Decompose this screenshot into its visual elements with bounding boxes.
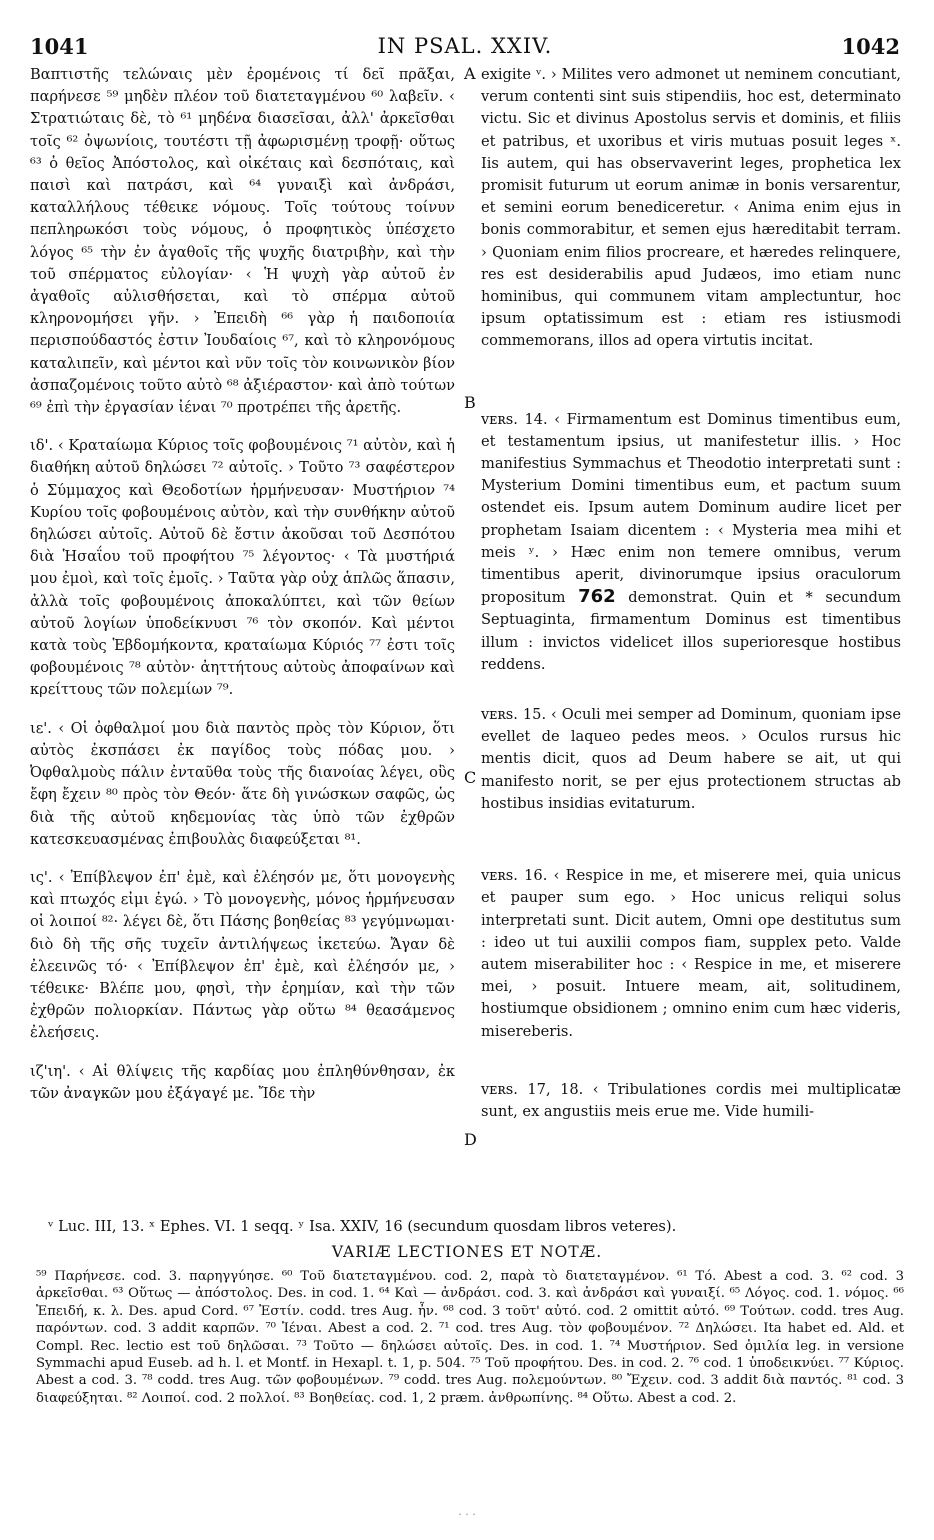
page-number-left: 1041 [30, 34, 89, 59]
latin-paragraph [481, 409, 901, 676]
greek-paragraph: ιε'. ‹ Οἱ ὀφθαλμοί μου διὰ παντὸς πρὸς τὸν Κύριον, ὅτι αὐτὸς ἐκσπάσει ἐκ παγίδος τοὺς πόδας μου. › Ὀφθαλμοὺς πάλιν ἐνταῦθα τοὺς τῆς διανοίας λέγει, οὓς ἔφη ἔχειν ⁸⁰ πρὸς τὸν Θεόν· ἅτε δὴ γινώσκων σαφῶς, ὡς διὰ τῆς αὐτοῦ κηδεμονίας τὰς ὑπὸ τῶν ἐχθρῶν κατεσκευασμένας ἐπιβουλὰς διαφεύξεται ⁸¹. [30, 719, 455, 848]
latin-paragraph: ᴠᴇʀs. 17, 18. ‹ Tribulationes cordis mei multiplicatæ sunt, ex angustiis meis erue me. Vide humili- [481, 1080, 901, 1120]
latin-text: ᴠᴇʀs. 14. ‹ Firmamentum est Dominus timentibus eum, et testamentum ipsius, ut manifestetur illis. › Hoc manifestius Symmachus et Theodotio interpretati sunt : Mysterium Domini timentibus eum, et pactum suum ostendet eis. Ipsum autem Dominum audire licet per prophetam Isaiam dicentem : ‹ Mysteria mea mihi et meis ʸ. › Hæc enim non temere omnibus, verum timentibus aperit, divinorumque ipsius oraculorum propositum [481, 410, 901, 607]
latin-paragraph: exigite ᵛ. › Milites vero admonet ut neminem concutiant, verum contenti sint suis stipendiis, hoc est, determinato victu. Sic et divinus Apostolus servis et dominis, et filiis et patribus, et uxoribus et viris mutuas posuit leges ˣ. Iis autem, qui has observaverint leges, prophetica lex promisit futurum ut eorum animæ in bonis versarentur, et semini eorum benediceretur. ‹ Anima enim ejus in bonis commorabitur, et semen ejus hæreditabit terram. › Quoniam enim filios procreare, et hæredes relinquere, res est desiderabilis apud Judæos, imo etiam nunc hominibus, qui communem vitam amplectuntur, hoc ipsum optatissimum est : etiam res istiusmodi commemorans, illos ad opera virtutis incitat. [481, 66, 901, 350]
scripture-references: ᵛ Luc. III, 13. ˣ Ephes. VI. 1 seqq. ʸ Isa. XXIV, 16 (secundum quosdam libros veteres). [48, 1218, 677, 1235]
page-number-right: 1042 [841, 34, 900, 59]
page-title: IN PSAL. XXIV. [377, 34, 553, 58]
column-number: 762 [578, 586, 616, 608]
margin-marker-a: A [464, 64, 476, 83]
variae-lectiones-heading: VARIÆ LECTIONES ET NOTÆ. [331, 1243, 603, 1261]
printer-signature: · · · [458, 1508, 476, 1521]
margin-marker-c: C [464, 768, 477, 787]
greek-paragraph: ις'. ‹ Ἐπίβλεψον ἐπ' ἐμὲ, καὶ ἐλέησόν με, ὅτι μονογενὴς καὶ πτωχός εἰμι ἐγώ. › Τὸ μονογενὴς, μόνος ἡρμήνευσαν οἱ λοιποί ⁸²· λέγει δὲ, ὅτι Πάσης βοηθείας ⁸³ γεγύμνωμαι· διὸ δὴ τῆς σῆς τυχεῖν ἀντιλήψεως ἱκετεύω. Ἄγαν δὲ ἐλεεινῶς τό· ‹ Ἐπίβλεψον ἐπ' ἐμὲ, καὶ ἐλέησόν με, › τέθεικε· Βλέπε μου, φησὶ, τὴν ἐρημίαν, καὶ τὴν τῶν ἐχθρῶν πολιορκίαν. Πάντως γὰρ οὕτω ⁸⁴ θεασάμενος ἐλεήσεις. [30, 868, 455, 1042]
latin-paragraph: ᴠᴇʀs. 15. ‹ Oculi mei semper ad Dominum, quoniam ipse evellet de laqueo pedes meos. › Oculos rursus hic mentis dicit, quos ad Deum habere se ait, ut qui manifesto norit, se per ejus protectionem structas ab hostibus insidias evitaturum. [481, 706, 901, 812]
latin-text: demonstrat. Quin et * secundum Septuaginta, firmamentum Dominus est timentibus illum : invictos videlicet illos superioresque hostibus reddens. [481, 589, 902, 673]
greek-paragraph: ιδ'. ‹ Κραταίωμα Κύριος τοῖς φοβουμένοις ⁷¹ αὐτὸν, καὶ ἡ διαθήκη αὐτοῦ δηλώσει ⁷² αὐτοῖς. › Τοῦτο ⁷³ σαφέστερον ὁ Σύμμαχος καὶ Θεοδοτίων ἡρμήνευσαν· Μυστήριον ⁷⁴ Κυρίου τοῖς φοβουμένοις αὐτὸν, καὶ τὴν συνθήκην αὐτοῦ δηλώσει αὐτοῖς. Αὐτοῦ δὲ ἔστιν ἀκοῦσαι τοῦ Δεσπότου διὰ Ἡσαΐου τοῦ προφήτου ⁷⁵ λέγοντος· ‹ Τὰ μυστήριά μου ἐμοὶ, καὶ τοῖς ἐμοῖς. › Ταῦτα γὰρ οὐχ ἁπλῶς ἅπασιν, ἀλλὰ τοῖς φοβουμένοις ἀποκαλύπτει, καὶ τῶν θείων αὐτοῦ λογίων ὑποδείκνυσι ⁷⁶ τὸν σκοπόν. Καὶ μέντοι κατὰ τοὺς Ἑβδομήκοντα, κραταίωμα Κύριός ⁷⁷ ἐστι τοῖς φοβουμένοις ⁷⁸ αὐτὸν· ἀηττήτους αὐτοὺς ἀποφαίνων καὶ κρείττους τῶν πολεμίων ⁷⁹. [30, 437, 455, 699]
running-header [30, 34, 900, 60]
margin-marker-b: B [464, 393, 476, 412]
latin-paragraph: ᴠᴇʀs. 16. ‹ Respice in me, et miserere mei, quia unicus et pauper sum ego. › Hoc unicus reliqui solus interpretati sunt. Dicit autem, Omni ope destitutus sum : ideo ut tui auxilii compos fiam, supplex peto. Valde autem miserabiliter hoc : ‹ Respice in me, et miserere mei, › posuit. Intuere meam, ait, solitudinem, hostiumque obsidionem ; omnino enim cum hæc videris, misereberis. [481, 867, 901, 1040]
apparatus-notes [36, 1268, 904, 1407]
notes-text: ⁵⁹ Παρήνεσε. cod. 3. παρηγγύησε. ⁶⁰ Τοῦ διατεταγμένου. cod. 2, παρὰ τὸ διατεταγμένον. ⁶¹ Τό. Abest a cod. 3. ⁶² cod. 3 ἀρκεῖσθαι. ⁶³ Οὕτως — ἀπόστολος. Des. in cod. 1. ⁶⁴ Καὶ — ἀνδράσι. cod. 3. καὶ ἀνδράσι καὶ γυναιξί. ⁶⁵ Λόγος. cod. 1. νόμος. ⁶⁶ Ἐπειδή, κ. λ. Des. apud Cord. ⁶⁷ Ἐστίν. codd. tres Aug. ἦν. ⁶⁸ cod. 3 τοῦτ' αὐτό. cod. 2 omittit αὐτό. ⁶⁹ Τούτων. codd. tres Aug. παρόντων. cod. 3 addit καρπῶν. ⁷⁰ Ἰέναι. Abest a cod. 2. ⁷¹ cod. tres Aug. τὸν φοβουμένον. ⁷² Δηλώσει. Ita habet ed. Ald. et Compl. Rec. lectio est τοῦ δηλῶσαι. ⁷³ Τοῦτο — δηλώσει αὐτοῖς. Des. in cod. 1. ⁷⁴ Μυστήριον. Sed ὁμιλία leg. in versione Symmachi apud Euseb. ad h. l. et Montf. in Hexapl. t. 1, p. 504. ⁷⁵ Τοῦ προφήτου. Des. in cod. 2. ⁷⁶ cod. 1 ὑποδεικνύει. ⁷⁷ Κύριος. Abest a cod. 3. ⁷⁸ codd. tres Aug. τῶν φοβουμένων. ⁷⁹ codd. tres Aug. πολεμούντων. ⁸⁰ Ἔχειν. cod. 3 addit διὰ παντός. ⁸¹ cod. 3 διαφεύξηται. ⁸² Λοιποί. cod. 2 πολλοί. ⁸³ Βοηθείας. cod. 1, 2 præm. ἀνθρωπίνης. ⁸⁴ Οὕτω. Abest a cod. 2. [36, 1269, 904, 1406]
greek-paragraph: Βαπτιστῆς τελώναις μὲν ἐρομένοις τί δεῖ πρᾶξαι, παρήνεσε ⁵⁹ μηδὲν πλέον τοῦ διατεταγμένου ⁶⁰ λαβεῖν. ‹ Στρατιώταις δὲ, τὸ ⁶¹ μηδένα διασεῖσαι, ἀλλ' ἀρκεῖσθαι τοῖς ⁶² ὀψωνίοις, τουτέστι τῇ ἀφωρισμένῃ τροφῇ· οὕτως ⁶³ ὁ θεῖος Ἀπόστολος, καὶ οἰκέταις καὶ δεσπόταις, καὶ παισὶ καὶ πατράσι, καὶ ⁶⁴ γυναιξὶ καὶ ἀνδράσι, καταλλήλους τέθεικε νόμους. Τοῖς τούτους τοίνυν πεπληρωκόσι τοὺς νόμους, ὁ προφητικὸς ὑπέσχετο λόγος ⁶⁵ τὴν ἐν ἀγαθοῖς τῆς ψυχῆς διατριβὴν, καὶ τὴν τοῦ σπέρματος εὐλογίαν· ‹ Ἡ ψυχὴ γὰρ αὐτοῦ ἐν ἀγαθοῖς αὐλισθήσεται, καὶ τὸ σπέρμα αὐτοῦ κληρονομήσει γῆν. › Ἐπειδὴ ⁶⁶ γὰρ ἡ παιδοποιία περισπούδαστός ἐστιν Ἰουδαίοις ⁶⁷, καὶ τὸ κληρονόμους καταλιπεῖν, καὶ μέντοι καὶ νῦν τοῖς τὸν κοινωνικὸν βίον ἀσπαζομένοις τοῦτο αὐτὸ ⁶⁸ ἀξιέραστον· καὶ ἀπὸ τούτων ⁶⁹ ἐπὶ τὴν ἐργασίαν ἰέναι ⁷⁰ προτρέπει τῆς ἀρετῆς. [30, 66, 455, 417]
margin-marker-d: D [464, 1130, 477, 1149]
greek-paragraph: ιζ'ιη'. ‹ Αἱ θλίψεις τῆς καρδίας μου ἐπληθύνθησαν, ἐκ τῶν ἀναγκῶν μου ἐξάγαγέ με. Ἴδε τὴν [30, 1062, 455, 1102]
greek-column [30, 64, 455, 1105]
latin-column [481, 64, 901, 1123]
